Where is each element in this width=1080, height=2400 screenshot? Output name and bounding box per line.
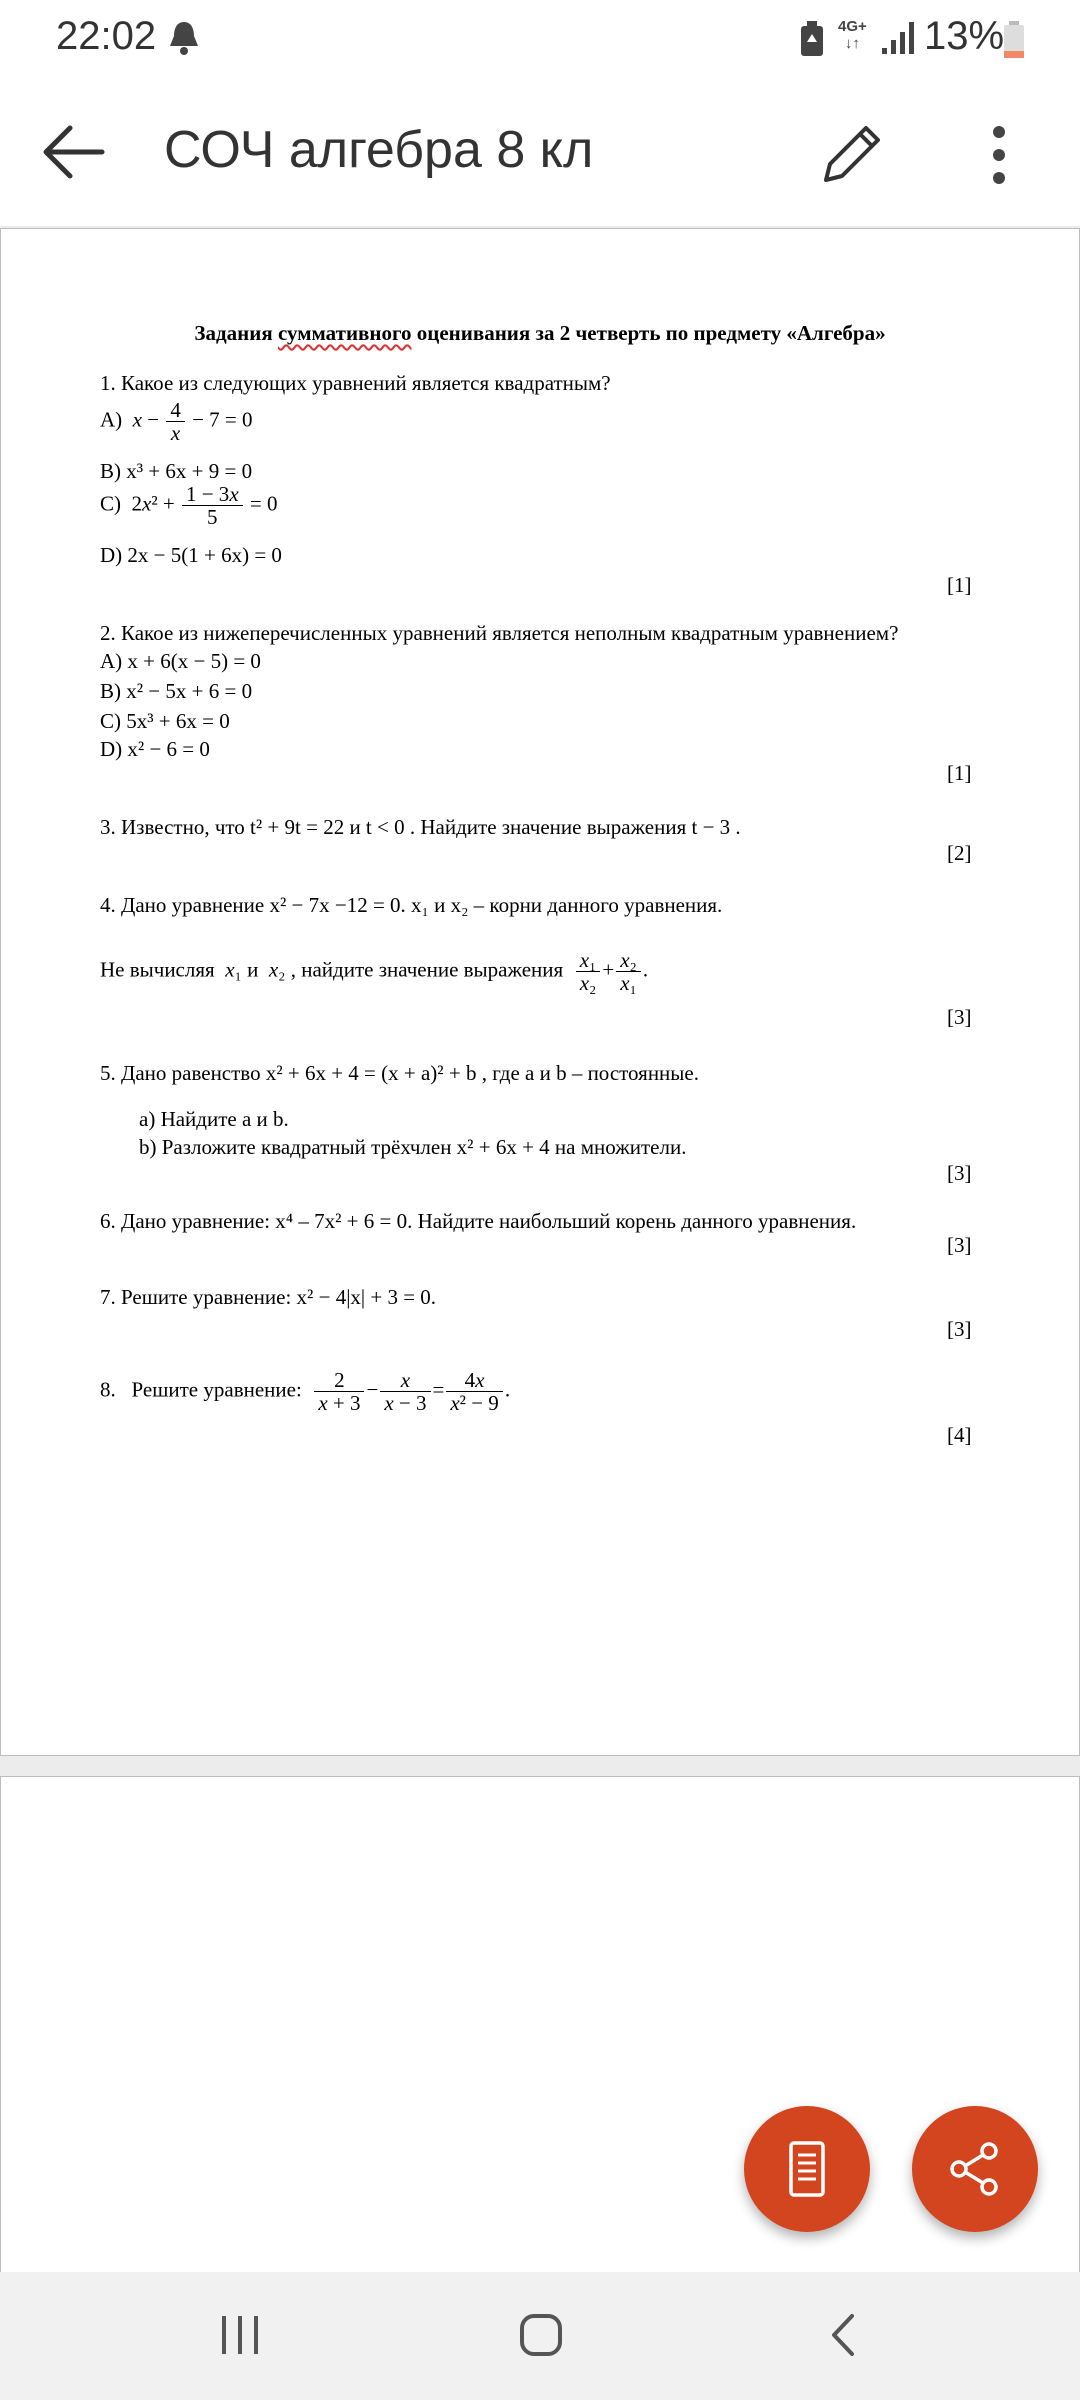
more-options-icon[interactable] <box>984 120 1014 190</box>
app-bar <box>0 80 1080 228</box>
q8-score: [4] <box>947 1423 972 1447</box>
q3-score: [2] <box>947 841 972 865</box>
document-page-2 <box>0 1776 1080 2298</box>
q2-option-c: C) 5x³ + 6x = 0 <box>100 709 230 733</box>
system-nav-bar <box>0 2272 1080 2400</box>
status-bar <box>0 0 1080 80</box>
q1-score: [1] <box>947 573 972 597</box>
question-8: 8. Решите уравнение: $\frac{2}{x + 3}$ − $\frac{x}{x - 3}$ = $\frac{4x}{\text{x² − 9}}$ . <box>100 1368 511 1415</box>
q2-score: [1] <box>947 761 972 785</box>
battery-saver-icon <box>798 20 826 58</box>
document-page <box>0 228 1080 1756</box>
back-arrow-icon[interactable] <box>40 122 106 182</box>
q1-option-b: B) x³ + 6x + 9 = 0 <box>100 459 253 483</box>
notification-icon <box>164 18 204 58</box>
q6-score: [3] <box>947 1233 972 1257</box>
q1-option-a: A) x − $\frac{4}{x}$ − 7 = 0 <box>100 398 253 445</box>
q5-part-a: a) Найдите a и b. <box>139 1107 289 1131</box>
share-icon <box>945 2139 1005 2199</box>
recent-apps-icon[interactable] <box>218 2312 262 2358</box>
doc-heading: Задания суммативного оценивания за 2 четверть по предмету «Алгебра» <box>194 321 886 345</box>
question-1: 1. Какое из следующих уравнений является квадратным? <box>100 371 611 395</box>
question-5: 5. Дано равенство x² + 6x + 4 = (x + a)² + b , где a и b – постоянные. <box>100 1061 699 1085</box>
q1-option-c: C) 2x² + $\frac{1 - 3x}{5}$ = 0 <box>100 482 278 529</box>
q1-option-d: D) 2x − 5(1 + 6x) = 0 <box>100 543 282 567</box>
question-7: 7. Решите уравнение: x² − 4|x| + 3 = 0. <box>100 1285 437 1309</box>
q4-score: [3] <box>947 1005 972 1029</box>
home-icon[interactable] <box>518 2312 564 2358</box>
question-4-line2: Не вычисляя x₁ и x₂ , найдите значение выражения $\frac{\text{x₁}}{\text{x₂}}$ + $\frac{\text{x₂}}{\text{x₁}}$ . <box>100 948 649 995</box>
status-time: 22:02 <box>56 14 157 58</box>
document-title: СОЧ алгебра 8 кл <box>164 121 594 179</box>
nav-back-icon[interactable] <box>826 2312 860 2358</box>
q5-score: [3] <box>947 1161 972 1185</box>
q7-score: [3] <box>947 1317 972 1341</box>
q5-part-b: b) Разложите квадратный трёхчлен x² + 6x + 4 на множители. <box>139 1135 687 1159</box>
question-4: 4. Дано уравнение x² − 7x −12 = 0. x₁ и x₂ – корни данного уравнения. <box>100 893 723 917</box>
q2-option-d: D) x² − 6 = 0 <box>100 737 210 761</box>
signal-icon <box>880 20 920 56</box>
q2-option-a: A) x + 6(x − 5) = 0 <box>100 649 261 673</box>
document-viewer[interactable] <box>0 226 1080 2272</box>
battery-icon <box>1002 20 1026 60</box>
edit-pencil-icon[interactable] <box>816 120 886 190</box>
mobile-view-button[interactable] <box>744 2106 870 2232</box>
question-2: 2. Какое из нижеперечисленных уравнений является неполным квадратным уравнением? <box>100 621 899 645</box>
battery-percent: 13% <box>924 14 1005 58</box>
network-type: 4G+ ↓↑ <box>838 18 867 52</box>
question-3: 3. Известно, что t² + 9t = 22 и t < 0 . Найдите значение выражения t − 3 . <box>100 815 741 839</box>
question-6: 6. Дано уравнение: x⁴ – 7x² + 6 = 0. Найдите наибольший корень данного уравнения. <box>100 1209 857 1233</box>
q2-option-b: B) x² − 5x + 6 = 0 <box>100 679 253 703</box>
document-mobile-icon <box>777 2139 837 2199</box>
share-button[interactable] <box>912 2106 1038 2232</box>
